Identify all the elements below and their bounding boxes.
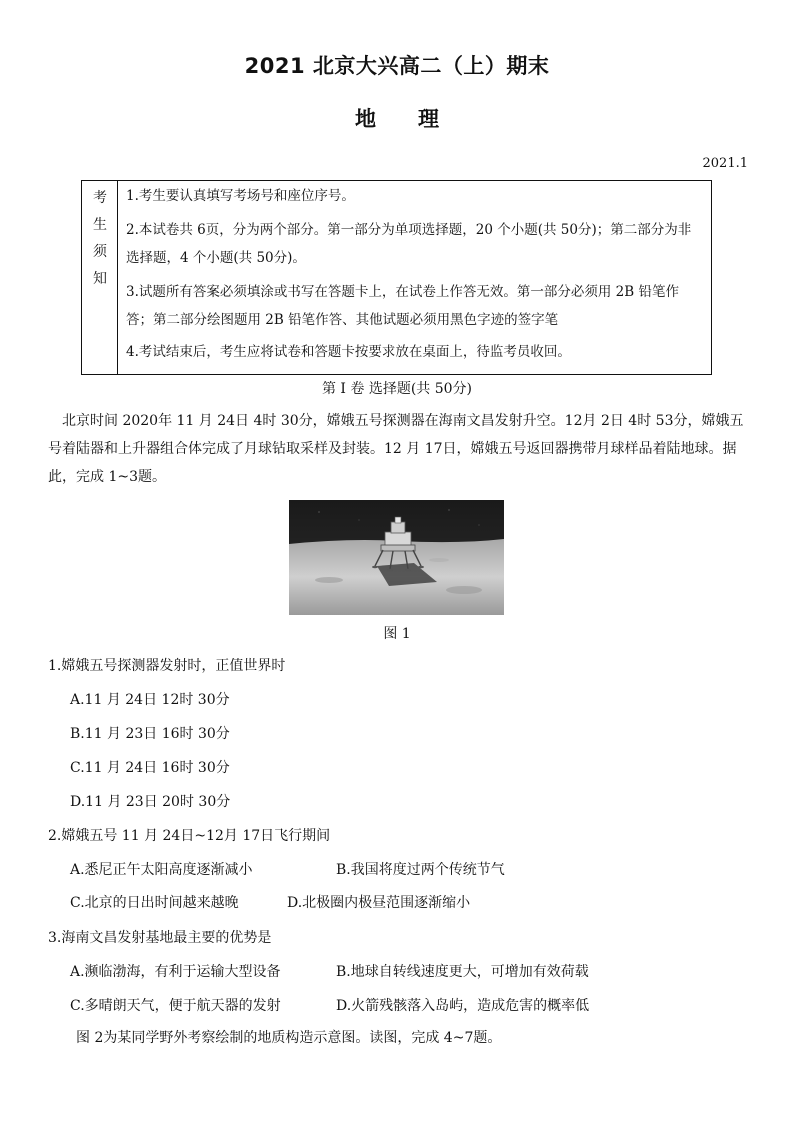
- notice-rule: 答；第二部分绘图题用 2B 铅笔作答、其他试题必须用黑色字迹的签字笔: [126, 312, 559, 328]
- intro-line: 此，完成 1~3题。: [48, 469, 166, 485]
- section-title: 第 I 卷 选择题(共 50分): [321, 381, 473, 397]
- notice-side-char: 生: [93, 217, 107, 233]
- figure-caption: 图 1: [383, 626, 411, 642]
- notice-rule: 1.考生要认真填写考场号和座位序号。: [126, 188, 355, 204]
- next-section-intro: 图 2为某同学野外考察绘制的地质构造示意图。读图，完成 4~7题。: [76, 1030, 502, 1046]
- question-option: D.北极圈内极昼范围逐渐缩小: [287, 895, 471, 911]
- subject-title: 地 理: [355, 107, 439, 131]
- question-stem: 3.海南文昌发射基地最主要的优势是: [48, 930, 272, 946]
- notice-rule: 2.本试卷共 6页，分为两个部分。第一部分为单项选择题，20 个小题(共 50分)；第二部分为非: [126, 222, 692, 238]
- lunar-lander-photo: [289, 500, 504, 615]
- notice-rule: 3.试题所有答案必须填涂或书写在答题卡上，在试卷上作答无效。第一部分必须用 2B 铅笔作: [126, 284, 679, 300]
- exam-date: 2021.1: [702, 156, 748, 171]
- question-option: A.悉尼正午太阳高度逐渐减小: [70, 862, 253, 878]
- intro-line: 号着陆器和上升器组合体完成了月球钻取采样及封装。12 月 17日，嫦娥五号返回器携带月球样品着陆地球。据: [48, 441, 737, 457]
- question-option: C.多晴朗天气，便于航天器的发射: [70, 998, 281, 1014]
- notice-side-label: [82, 181, 118, 374]
- intro-line: 北京时间 2020年 11 月 24日 4时 30分，嫦娥五号探测器在海南文昌发射升空。12月 2日 4时 53分，嫦娥五: [48, 413, 744, 429]
- question-option: C.11 月 24日 16时 30分: [70, 760, 230, 776]
- question-option: D.火箭残骸落入岛屿，造成危害的概率低: [336, 998, 590, 1014]
- notice-side-char: 知: [93, 271, 107, 287]
- question-option: A.濒临渤海，有利于运输大型设备: [70, 964, 281, 980]
- exam-notice-box: [81, 180, 712, 375]
- exam-title: 2021 北京大兴高二（上）期末: [244, 54, 550, 78]
- question-option: B.11 月 23日 16时 30分: [70, 726, 230, 742]
- question-option: C.北京的日出时间越来越晚: [70, 895, 239, 911]
- notice-side-char: 考: [93, 190, 107, 206]
- question-option: D.11 月 23日 20时 30分: [70, 794, 231, 810]
- notice-rule: 选择题，4 个小题(共 50分)。: [126, 250, 306, 266]
- question-stem: 2.嫦娥五号 11 月 24日~12月 17日飞行期间: [48, 828, 331, 844]
- question-option: B.我国将度过两个传统节气: [336, 862, 505, 878]
- question-option: B.地球自转线速度更大，可增加有效荷载: [336, 964, 589, 980]
- question-option: A.11 月 24日 12时 30分: [70, 692, 230, 708]
- notice-side-char: 须: [93, 244, 107, 260]
- question-stem: 1.嫦娥五号探测器发射时，正值世界时: [48, 658, 286, 674]
- notice-rule: 4.考试结束后，考生应将试卷和答题卡按要求放在桌面上，待监考员收回。: [126, 344, 571, 360]
